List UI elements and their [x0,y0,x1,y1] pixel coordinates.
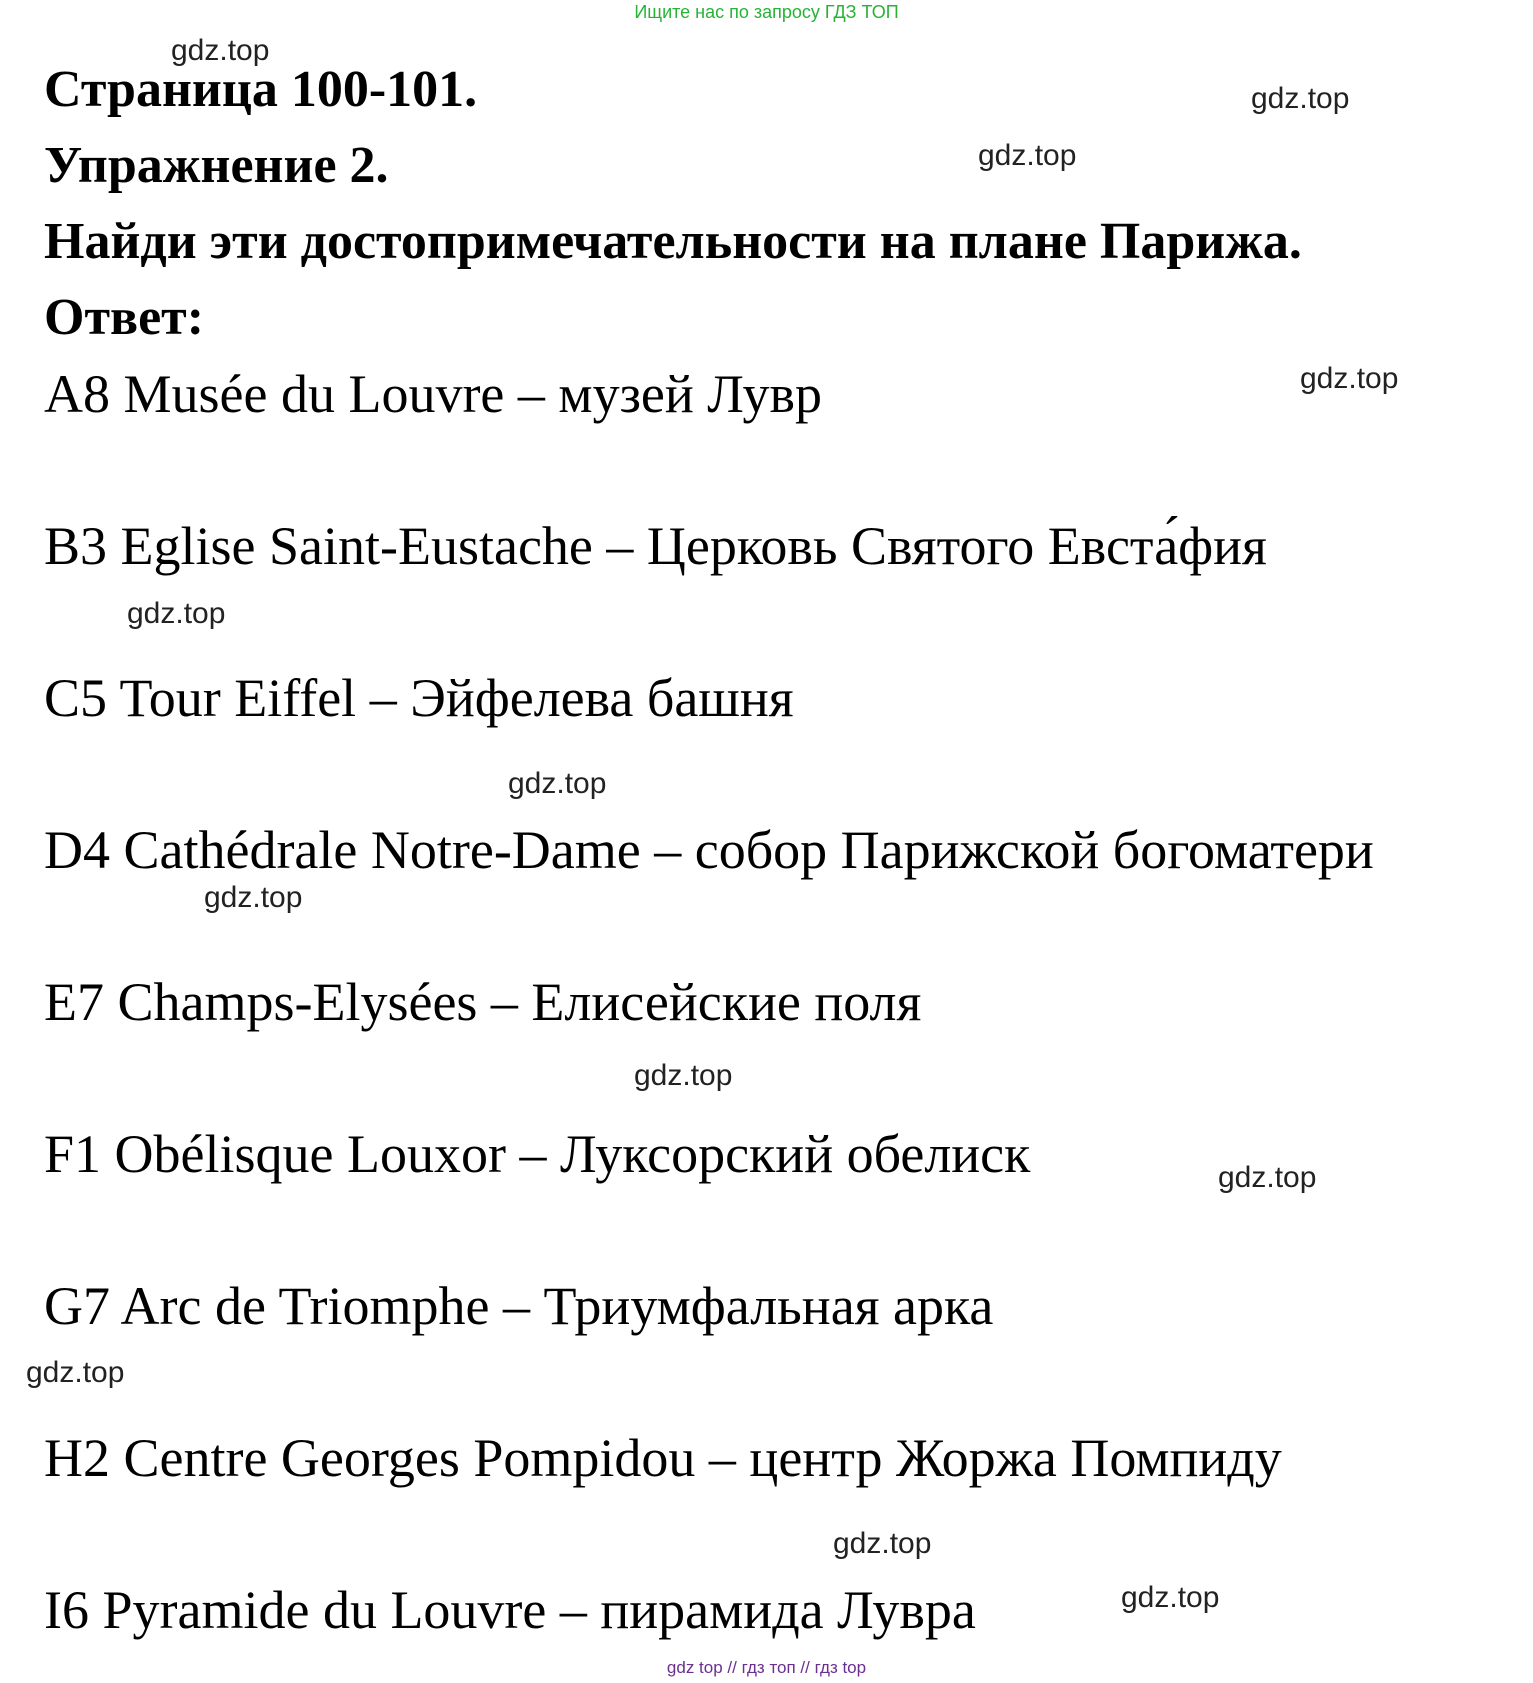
watermark: gdz.top [1300,362,1399,395]
watermark: gdz.top [127,597,226,630]
answer-item: C5 Tour Eiffel – Эйфелева башня [44,668,794,728]
answer-item: D4 Cathédrale Notre-Dame – собор Парижской богоматери [44,820,1374,880]
watermark: gdz.top [1218,1161,1317,1194]
answer-item: E7 Champs-Elysées – Елисейские поля [44,972,922,1032]
watermark: gdz.top [204,881,303,914]
watermark: gdz.top [26,1356,125,1389]
top-banner: Ищите нас по запросу ГДЗ ТОП [634,2,899,22]
watermark: gdz.top [1121,1581,1220,1614]
page-title: Страница 100-101. [44,61,478,118]
watermark: gdz.top [634,1059,733,1092]
watermark: gdz.top [978,139,1077,172]
answer-item: A8 Musée du Louvre – музей Лувр [44,364,823,424]
answer-item: H2 Centre Georges Pompidou – центр Жоржа Помпиду [44,1428,1282,1488]
answer-item: F1 Obélisque Louxor – Луксорский обелиск [44,1124,1031,1184]
watermark: gdz.top [171,34,270,67]
answer-label: Ответ: [44,289,205,346]
answer-item: I6 Pyramide du Louvre – пирамида Лувра [44,1580,976,1640]
watermark: gdz.top [508,767,607,800]
watermark: gdz.top [833,1527,932,1560]
answer-item: B3 Eglise Saint-Eustache – Церковь Святого Евста́фия [44,516,1267,576]
answer-item: G7 Arc de Triomphe – Триумфальная арка [44,1276,994,1336]
bottom-banner: gdz top // гдз топ // гдз top [666,1658,867,1677]
watermark: gdz.top [1251,82,1350,115]
task-text: Найди эти достопримечательности на плане Парижа. [44,213,1302,270]
exercise-title: Упражнение 2. [44,137,389,194]
